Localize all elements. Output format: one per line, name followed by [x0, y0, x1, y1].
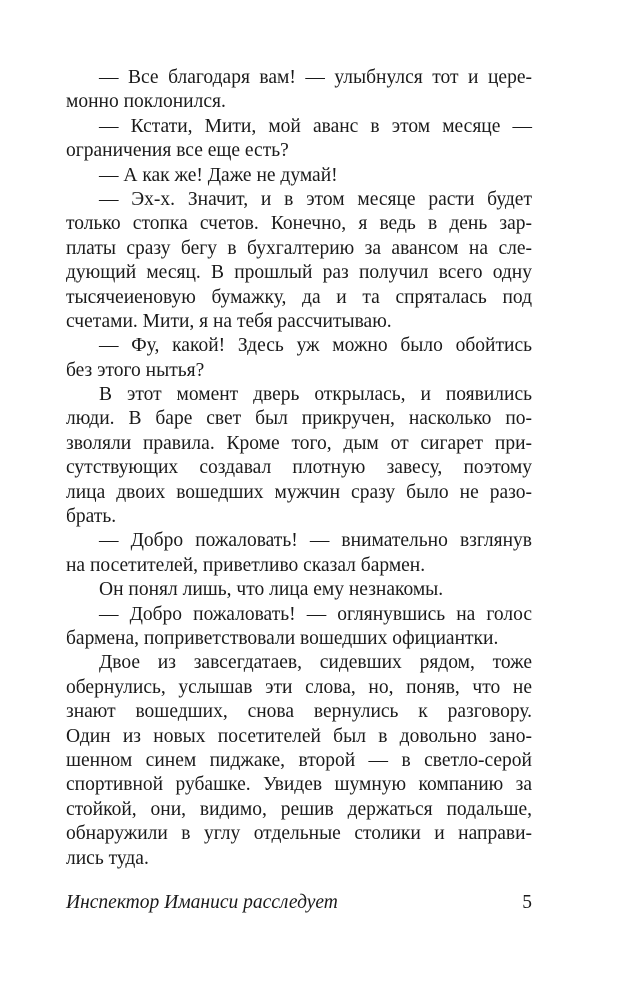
text-line: спортивной рубашке. Увидев шумную компанию за — [66, 774, 532, 796]
text-line: брать. — [66, 506, 117, 528]
body-text — [66, 66, 532, 871]
text-line: обернулись, услышав эти слова, но, поняв, что не — [66, 676, 532, 698]
text-line: — Кстати, Мити, мой аванс в этом месяце — — [99, 115, 532, 137]
text-line: зволяли правила. Кроме того, дым от сигарет при- — [66, 432, 532, 454]
text-line: стойкой, они, видимо, решив держаться подальше, — [66, 798, 532, 820]
text-line: Двое из завсегдатаев, сидевших рядом, тоже — [99, 652, 532, 674]
page-number: 5 — [522, 892, 532, 913]
text-line: — Фу, какой! Здесь уж можно было обойтись — [99, 335, 532, 357]
text-line: сутствующих создавал плотную завесу, поэтому — [66, 457, 532, 479]
text-line: знают вошедших, снова вернулись к разговору. — [66, 701, 532, 723]
text-line: — Все благодаря вам! — улыбнулся тот и цере- — [99, 67, 532, 88]
text-line: без этого нытья? — [66, 359, 205, 381]
text-line: — Добро пожаловать! — внимательно взглянув — [99, 530, 532, 552]
text-line: дующий месяц. В прошлый раз получил всего одну — [66, 262, 532, 284]
text-line: обнаружили в углу отдельные столики и направи- — [66, 823, 532, 845]
text-line: В этот момент дверь открылась, и появились — [99, 384, 532, 406]
text-line: — А как же! Даже не думай! — [99, 164, 338, 186]
text-line: лица двоих вошедших мужчин сразу было не разо- — [66, 481, 532, 503]
text-line: только стопка счетов. Конечно, я ведь в день зар- — [66, 213, 532, 235]
text-line: на посетителей, приветливо сказал бармен. — [66, 554, 426, 576]
text-line: Он понял лишь, что лица ему незнакомы. — [99, 579, 444, 601]
text-line: лись туда. — [66, 847, 149, 869]
text-line: счетами. Мити, я на тебя рассчитываю. — [66, 310, 392, 332]
page-footer — [66, 890, 532, 916]
text-line: монно поклонился. — [66, 91, 226, 113]
running-title: Инспектор Иманиси расследует — [66, 892, 338, 913]
text-line: Один из новых посетителей был в довольно зано- — [66, 725, 532, 747]
text-line: люди. В баре свет был прикручен, насколько по- — [66, 408, 532, 430]
text-line: бармена, поприветствовали вошедших официантки. — [66, 627, 499, 649]
text-line: платы сразу бегу в бухгалтерию за авансом на сле- — [66, 237, 532, 259]
text-line: — Добро пожаловать! — оглянувшись на голос — [99, 603, 532, 625]
text-line: шенном синем пиджаке, второй — в светло-серой — [66, 749, 532, 771]
text-line: ограничения все еще есть? — [66, 140, 289, 162]
text-line: тысячеиеновую бумажку, да и та спряталась под — [66, 286, 532, 308]
text-line: — Эх-х. Значит, и в этом месяце расти будет — [99, 188, 532, 210]
